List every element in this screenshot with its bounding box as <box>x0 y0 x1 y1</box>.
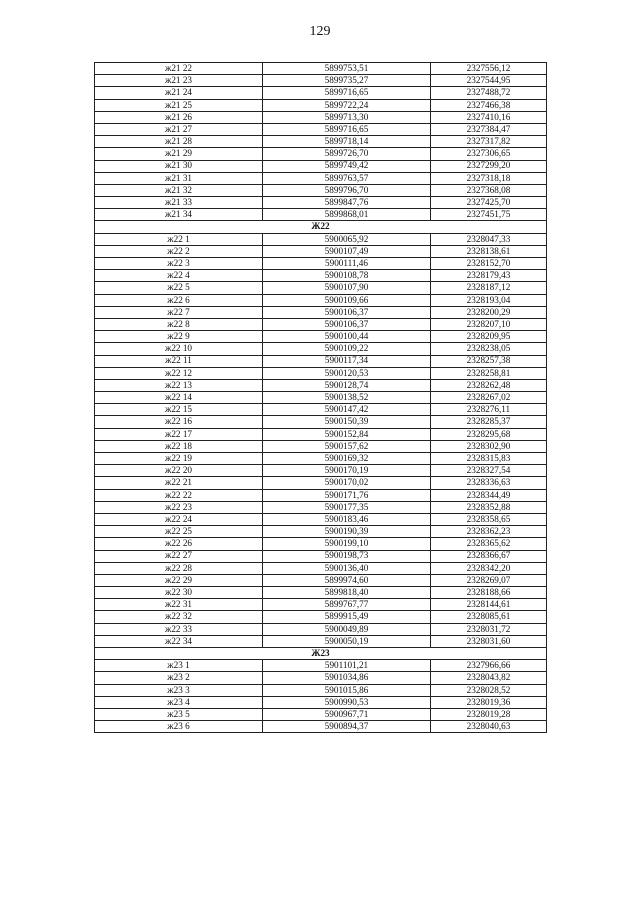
x-coordinate-cell: 5900894,37 <box>263 721 431 733</box>
table-row <box>95 672 547 684</box>
x-coordinate-cell: 5899716,65 <box>263 87 431 99</box>
table-row <box>95 526 547 538</box>
y-coordinate-cell: 2328262,48 <box>431 379 547 391</box>
x-coordinate-cell: 5900128,74 <box>263 379 431 391</box>
x-coordinate-cell: 5901101,21 <box>263 660 431 672</box>
table-row <box>95 392 547 404</box>
point-id-cell: ж21 24 <box>95 87 263 99</box>
table-row <box>95 611 547 623</box>
x-coordinate-cell: 5900138,52 <box>263 392 431 404</box>
x-coordinate-cell: 5900111,46 <box>263 258 431 270</box>
point-id-cell: ж22 30 <box>95 587 263 599</box>
y-coordinate-cell: 2328352,88 <box>431 501 547 513</box>
point-id-cell: ж22 21 <box>95 477 263 489</box>
table-row <box>95 574 547 586</box>
y-coordinate-cell: 2328179,43 <box>431 270 547 282</box>
table-row <box>95 318 547 330</box>
x-coordinate-cell: 5900108,78 <box>263 270 431 282</box>
section-header-row <box>95 648 547 660</box>
y-coordinate-cell: 2328031,72 <box>431 623 547 635</box>
y-coordinate-cell: 2328258,81 <box>431 367 547 379</box>
table-row <box>95 75 547 87</box>
point-id-cell: ж22 4 <box>95 270 263 282</box>
x-coordinate-cell: 5900183,46 <box>263 513 431 525</box>
table-row <box>95 379 547 391</box>
point-id-cell: ж22 1 <box>95 233 263 245</box>
point-id-cell: ж22 17 <box>95 428 263 440</box>
point-id-cell: ж22 25 <box>95 526 263 538</box>
point-id-cell: ж22 7 <box>95 306 263 318</box>
table-row <box>95 160 547 172</box>
point-id-cell: ж21 31 <box>95 172 263 184</box>
y-coordinate-cell: 2327488,72 <box>431 87 547 99</box>
x-coordinate-cell: 5899726,70 <box>263 148 431 160</box>
y-coordinate-cell: 2328315,83 <box>431 453 547 465</box>
x-coordinate-cell: 5899716,65 <box>263 123 431 135</box>
table-row <box>95 184 547 196</box>
page-number: 129 <box>309 24 331 39</box>
point-id-cell: ж22 6 <box>95 294 263 306</box>
y-coordinate-cell: 2328267,02 <box>431 392 547 404</box>
table-row <box>95 440 547 452</box>
table-row <box>95 489 547 501</box>
table-row <box>95 635 547 647</box>
y-coordinate-cell: 2328285,37 <box>431 416 547 428</box>
table-row <box>95 343 547 355</box>
x-coordinate-cell: 5900150,39 <box>263 416 431 428</box>
table-row <box>95 501 547 513</box>
table-row <box>95 87 547 99</box>
point-id-cell: ж22 13 <box>95 379 263 391</box>
point-id-cell: ж22 32 <box>95 611 263 623</box>
point-id-cell: ж21 26 <box>95 111 263 123</box>
table-row <box>95 136 547 148</box>
y-coordinate-cell: 2327425,70 <box>431 197 547 209</box>
x-coordinate-cell: 5900107,49 <box>263 245 431 257</box>
table-row <box>95 550 547 562</box>
table-row <box>95 708 547 720</box>
y-coordinate-cell: 2328276,11 <box>431 404 547 416</box>
x-coordinate-cell: 5900177,35 <box>263 501 431 513</box>
point-id-cell: ж21 27 <box>95 123 263 135</box>
point-id-cell: ж22 15 <box>95 404 263 416</box>
table-row <box>95 477 547 489</box>
table-row <box>95 270 547 282</box>
table-row <box>95 404 547 416</box>
table-row <box>95 245 547 257</box>
x-coordinate-cell: 5900050,19 <box>263 635 431 647</box>
y-coordinate-cell: 2327410,16 <box>431 111 547 123</box>
y-coordinate-cell: 2327299,20 <box>431 160 547 172</box>
y-coordinate-cell: 2327306,65 <box>431 148 547 160</box>
y-coordinate-cell: 2328257,38 <box>431 355 547 367</box>
x-coordinate-cell: 5900170,19 <box>263 465 431 477</box>
y-coordinate-cell: 2328344,49 <box>431 489 547 501</box>
y-coordinate-cell: 2328358,65 <box>431 513 547 525</box>
x-coordinate-cell: 5901015,86 <box>263 684 431 696</box>
x-coordinate-cell: 5899735,27 <box>263 75 431 87</box>
point-id-cell: ж22 23 <box>95 501 263 513</box>
x-coordinate-cell: 5899847,76 <box>263 197 431 209</box>
y-coordinate-cell: 2328031,60 <box>431 635 547 647</box>
table-row <box>95 562 547 574</box>
y-coordinate-cell: 2328238,05 <box>431 343 547 355</box>
table-row <box>95 282 547 294</box>
table-row <box>95 209 547 221</box>
y-coordinate-cell: 2328043,82 <box>431 672 547 684</box>
y-coordinate-cell: 2328200,29 <box>431 306 547 318</box>
table-row <box>95 367 547 379</box>
y-coordinate-cell: 2328269,07 <box>431 574 547 586</box>
point-id-cell: ж22 3 <box>95 258 263 270</box>
x-coordinate-cell: 5900967,71 <box>263 708 431 720</box>
table-row <box>95 148 547 160</box>
point-id-cell: ж22 16 <box>95 416 263 428</box>
table-row <box>95 538 547 550</box>
table-row <box>95 99 547 111</box>
y-coordinate-cell: 2328295,68 <box>431 428 547 440</box>
point-id-cell: ж22 33 <box>95 623 263 635</box>
table-row <box>95 233 547 245</box>
point-id-cell: ж22 14 <box>95 392 263 404</box>
x-coordinate-cell: 5900157,62 <box>263 440 431 452</box>
point-id-cell: ж23 1 <box>95 660 263 672</box>
x-coordinate-cell: 5900120,53 <box>263 367 431 379</box>
y-coordinate-cell: 2328152,70 <box>431 258 547 270</box>
x-coordinate-cell: 5900109,22 <box>263 343 431 355</box>
table-row <box>95 453 547 465</box>
point-id-cell: ж23 6 <box>95 721 263 733</box>
point-id-cell: ж22 2 <box>95 245 263 257</box>
x-coordinate-cell: 5900109,66 <box>263 294 431 306</box>
x-coordinate-cell: 5900117,34 <box>263 355 431 367</box>
y-coordinate-cell: 2328138,61 <box>431 245 547 257</box>
x-coordinate-cell: 5899722,24 <box>263 99 431 111</box>
point-id-cell: ж21 28 <box>95 136 263 148</box>
point-id-cell: ж21 30 <box>95 160 263 172</box>
x-coordinate-cell: 5900169,32 <box>263 453 431 465</box>
section-header-row <box>95 221 547 233</box>
point-id-cell: ж21 33 <box>95 197 263 209</box>
point-id-cell: ж22 29 <box>95 574 263 586</box>
x-coordinate-cell: 5900136,40 <box>263 562 431 574</box>
point-id-cell: ж22 31 <box>95 599 263 611</box>
y-coordinate-cell: 2328193,04 <box>431 294 547 306</box>
point-id-cell: ж21 23 <box>95 75 263 87</box>
point-id-cell: ж22 22 <box>95 489 263 501</box>
y-coordinate-cell: 2328040,63 <box>431 721 547 733</box>
table-row <box>95 294 547 306</box>
y-coordinate-cell: 2328085,61 <box>431 611 547 623</box>
point-id-cell: ж22 5 <box>95 282 263 294</box>
x-coordinate-cell: 5899868,01 <box>263 209 431 221</box>
y-coordinate-cell: 2327466,38 <box>431 99 547 111</box>
y-coordinate-cell: 2327556,12 <box>431 63 547 75</box>
table-row <box>95 172 547 184</box>
table-row <box>95 258 547 270</box>
y-coordinate-cell: 2327368,08 <box>431 184 547 196</box>
x-coordinate-cell: 5900106,37 <box>263 318 431 330</box>
table-row <box>95 587 547 599</box>
y-coordinate-cell: 2328028,52 <box>431 684 547 696</box>
point-id-cell: ж22 28 <box>95 562 263 574</box>
point-id-cell: ж22 27 <box>95 550 263 562</box>
x-coordinate-cell: 5901034,86 <box>263 672 431 684</box>
y-coordinate-cell: 2328187,12 <box>431 282 547 294</box>
y-coordinate-cell: 2327317,82 <box>431 136 547 148</box>
x-coordinate-cell: 5900198,73 <box>263 550 431 562</box>
y-coordinate-cell: 2327384,47 <box>431 123 547 135</box>
table-row <box>95 721 547 733</box>
x-coordinate-cell: 5899763,57 <box>263 172 431 184</box>
point-id-cell: ж21 32 <box>95 184 263 196</box>
x-coordinate-cell: 5899915,49 <box>263 611 431 623</box>
point-id-cell: ж21 25 <box>95 99 263 111</box>
x-coordinate-cell: 5900990,53 <box>263 696 431 708</box>
point-id-cell: ж22 12 <box>95 367 263 379</box>
x-coordinate-cell: 5900107,90 <box>263 282 431 294</box>
point-id-cell: ж22 19 <box>95 453 263 465</box>
section-label: Ж23 <box>95 648 547 660</box>
point-id-cell: ж22 18 <box>95 440 263 452</box>
x-coordinate-cell: 5900171,76 <box>263 489 431 501</box>
y-coordinate-cell: 2328209,95 <box>431 331 547 343</box>
table-row <box>95 696 547 708</box>
table-row <box>95 306 547 318</box>
section-label: Ж22 <box>95 221 547 233</box>
table-row <box>95 513 547 525</box>
y-coordinate-cell: 2328336,63 <box>431 477 547 489</box>
x-coordinate-cell: 5899974,60 <box>263 574 431 586</box>
x-coordinate-cell: 5899767,77 <box>263 599 431 611</box>
table-row <box>95 355 547 367</box>
y-coordinate-cell: 2327451,75 <box>431 209 547 221</box>
point-id-cell: ж22 9 <box>95 331 263 343</box>
x-coordinate-cell: 5900106,37 <box>263 306 431 318</box>
x-coordinate-cell: 5900065,92 <box>263 233 431 245</box>
table-row <box>95 660 547 672</box>
point-id-cell: ж21 22 <box>95 63 263 75</box>
y-coordinate-cell: 2328019,36 <box>431 696 547 708</box>
x-coordinate-cell: 5899796,70 <box>263 184 431 196</box>
point-id-cell: ж23 4 <box>95 696 263 708</box>
y-coordinate-cell: 2328366,67 <box>431 550 547 562</box>
y-coordinate-cell: 2328365,62 <box>431 538 547 550</box>
point-id-cell: ж21 34 <box>95 209 263 221</box>
y-coordinate-cell: 2327544,95 <box>431 75 547 87</box>
x-coordinate-cell: 5899713,30 <box>263 111 431 123</box>
table-row <box>95 416 547 428</box>
y-coordinate-cell: 2328327,54 <box>431 465 547 477</box>
y-coordinate-cell: 2328019,28 <box>431 708 547 720</box>
table-row <box>95 331 547 343</box>
point-id-cell: ж22 10 <box>95 343 263 355</box>
table-row <box>95 684 547 696</box>
table-row <box>95 111 547 123</box>
x-coordinate-cell: 5899749,42 <box>263 160 431 172</box>
x-coordinate-cell: 5899818,40 <box>263 587 431 599</box>
y-coordinate-cell: 2328207,10 <box>431 318 547 330</box>
y-coordinate-cell: 2327966,66 <box>431 660 547 672</box>
point-id-cell: ж22 24 <box>95 513 263 525</box>
y-coordinate-cell: 2327318,18 <box>431 172 547 184</box>
table-row <box>95 465 547 477</box>
table-row <box>95 623 547 635</box>
table-row <box>95 428 547 440</box>
point-id-cell: ж22 11 <box>95 355 263 367</box>
x-coordinate-cell: 5900199,10 <box>263 538 431 550</box>
x-coordinate-cell: 5900049,89 <box>263 623 431 635</box>
point-id-cell: ж23 5 <box>95 708 263 720</box>
y-coordinate-cell: 2328342,20 <box>431 562 547 574</box>
y-coordinate-cell: 2328144,61 <box>431 599 547 611</box>
x-coordinate-cell: 5900152,84 <box>263 428 431 440</box>
x-coordinate-cell: 5900190,39 <box>263 526 431 538</box>
x-coordinate-cell: 5899718,14 <box>263 136 431 148</box>
point-id-cell: ж22 8 <box>95 318 263 330</box>
y-coordinate-cell: 2328302,90 <box>431 440 547 452</box>
point-id-cell: ж23 3 <box>95 684 263 696</box>
x-coordinate-cell: 5900170,02 <box>263 477 431 489</box>
table-row <box>95 123 547 135</box>
table-row <box>95 197 547 209</box>
x-coordinate-cell: 5900100,44 <box>263 331 431 343</box>
table-row <box>95 63 547 75</box>
point-id-cell: ж21 29 <box>95 148 263 160</box>
point-id-cell: ж23 2 <box>95 672 263 684</box>
x-coordinate-cell: 5899753,51 <box>263 63 431 75</box>
point-id-cell: ж22 34 <box>95 635 263 647</box>
x-coordinate-cell: 5900147,42 <box>263 404 431 416</box>
coordinates-table-body <box>95 63 547 733</box>
y-coordinate-cell: 2328188,66 <box>431 587 547 599</box>
point-id-cell: ж22 26 <box>95 538 263 550</box>
y-coordinate-cell: 2328047,33 <box>431 233 547 245</box>
y-coordinate-cell: 2328362,23 <box>431 526 547 538</box>
table-row <box>95 599 547 611</box>
coordinates-table <box>94 62 547 733</box>
point-id-cell: ж22 20 <box>95 465 263 477</box>
